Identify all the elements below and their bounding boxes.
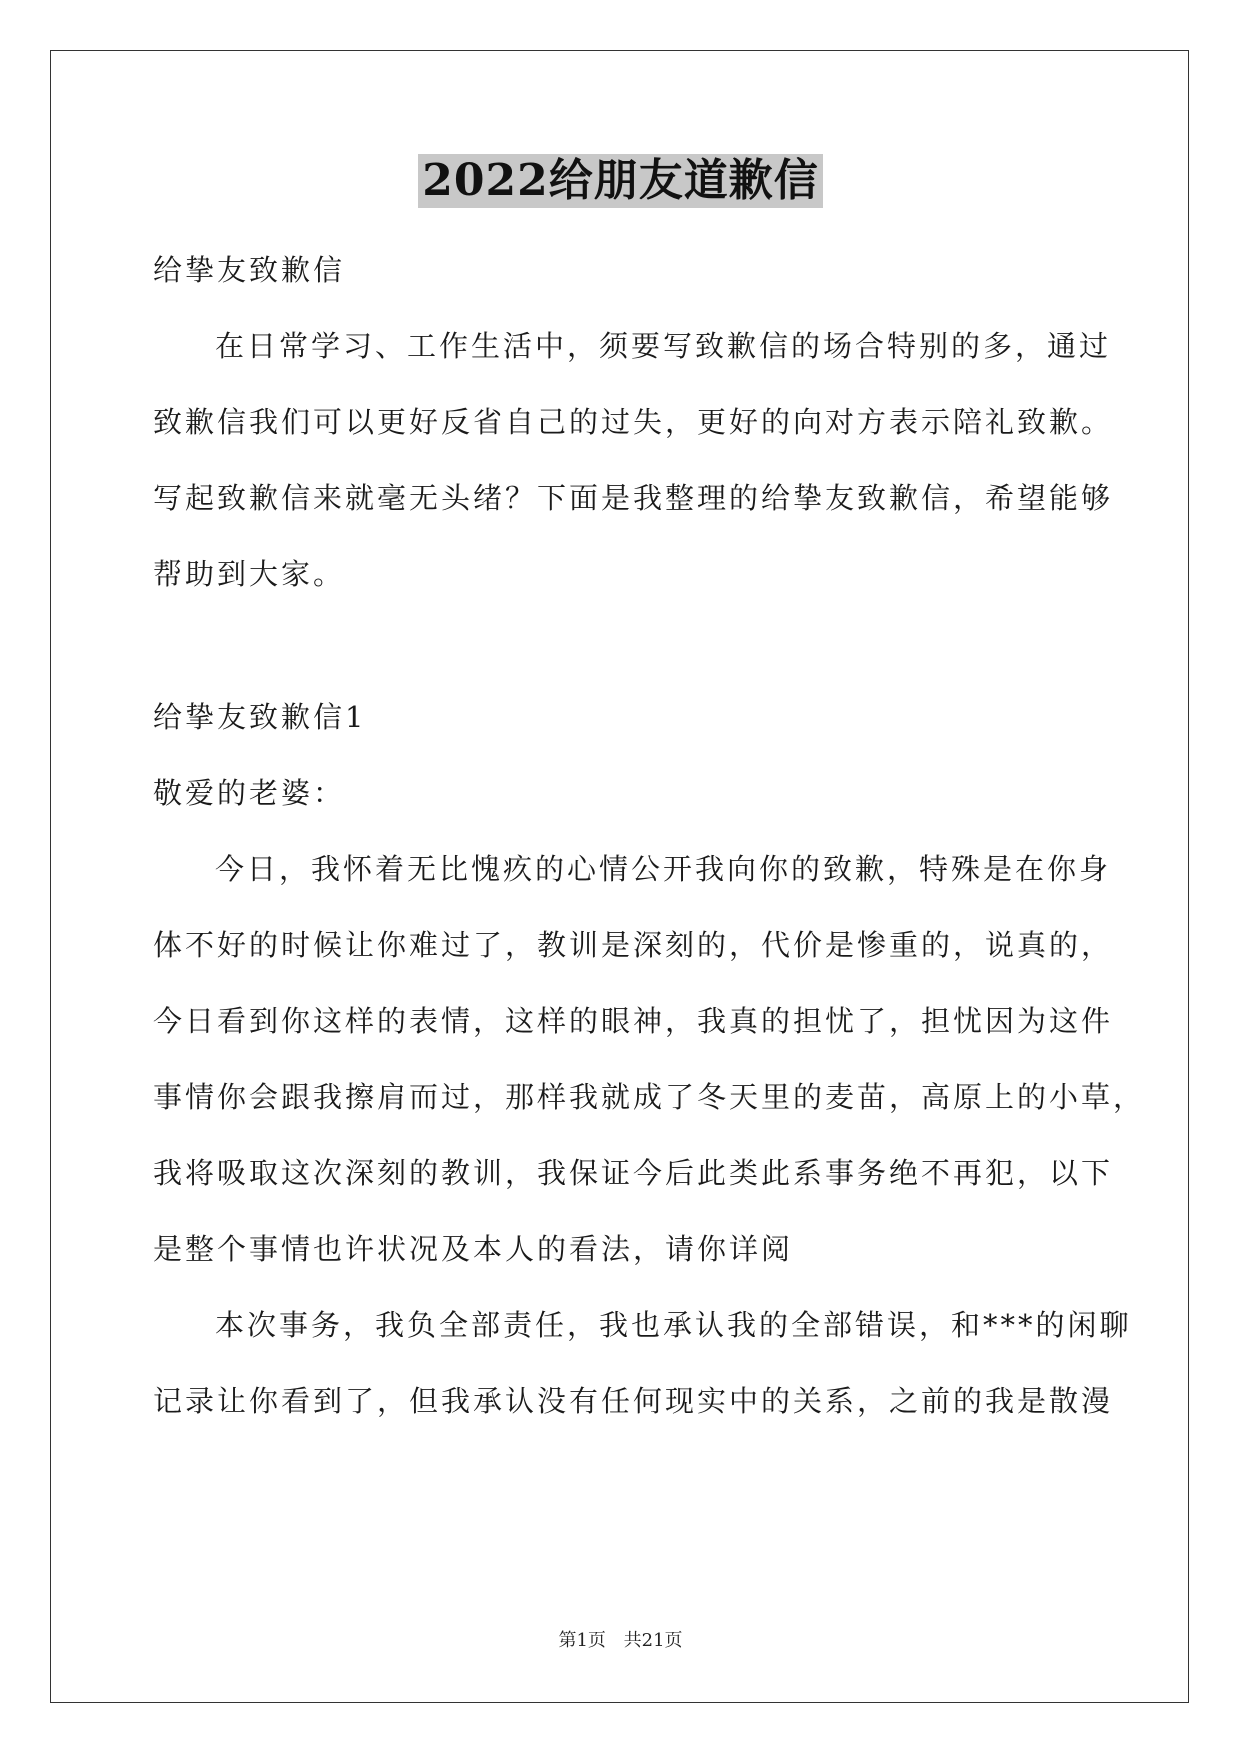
section-heading: 给挚友致歉信1 <box>153 700 367 734</box>
salutation: 敬爱的老婆： <box>153 776 346 810</box>
paragraph-line: 事情你会跟我擦肩而过，那样我就成了冬天里的麦苗，高原上的小草， <box>153 1080 1146 1114</box>
paragraph-line: 在日常学习、工作生活中，须要写致歉信的场合特别的多，通过 <box>215 329 1112 363</box>
paragraph-line: 记录让你看到了，但我承认没有任何现实中的关系，之前的我是散漫 <box>153 1384 1114 1418</box>
paragraph-line: 致歉信我们可以更好反省自己的过失，更好的向对方表示陪礼致歉。 <box>153 405 1114 439</box>
paragraph-line: 是整个事情也许状况及本人的看法，请你详阅 <box>153 1232 794 1266</box>
paragraph-line: 帮助到大家。 <box>153 557 346 591</box>
page-total: 共21页 <box>623 1630 683 1651</box>
document-body <box>153 232 1146 1439</box>
page-footer <box>0 1626 1241 1652</box>
paragraph-line: 本次事务，我负全部责任，我也承认我的全部错误，和***的闲聊 <box>215 1308 1132 1342</box>
paragraph-line: 写起致歉信来就毫无头绪？下面是我整理的给挚友致歉信，希望能够 <box>153 481 1114 515</box>
paragraph-line: 今日看到你这样的表情，这样的眼神，我真的担忧了，担忧因为这件 <box>153 1004 1114 1038</box>
paragraph-line: 今日，我怀着无比愧疚的心情公开我向你的致歉，特殊是在你身 <box>215 852 1112 886</box>
paragraph-line: 体不好的时候让你难过了，教训是深刻的，代价是惨重的，说真的， <box>153 928 1114 962</box>
page-number: 第1页 <box>558 1630 606 1651</box>
paragraph-heading: 给挚友致歉信 <box>153 253 346 287</box>
document-title: 2022给朋友道歉信 <box>418 154 822 208</box>
title-container <box>0 154 1241 208</box>
paragraph-line: 我将吸取这次深刻的教训，我保证今后此类此系事务绝不再犯，以下 <box>153 1156 1114 1190</box>
